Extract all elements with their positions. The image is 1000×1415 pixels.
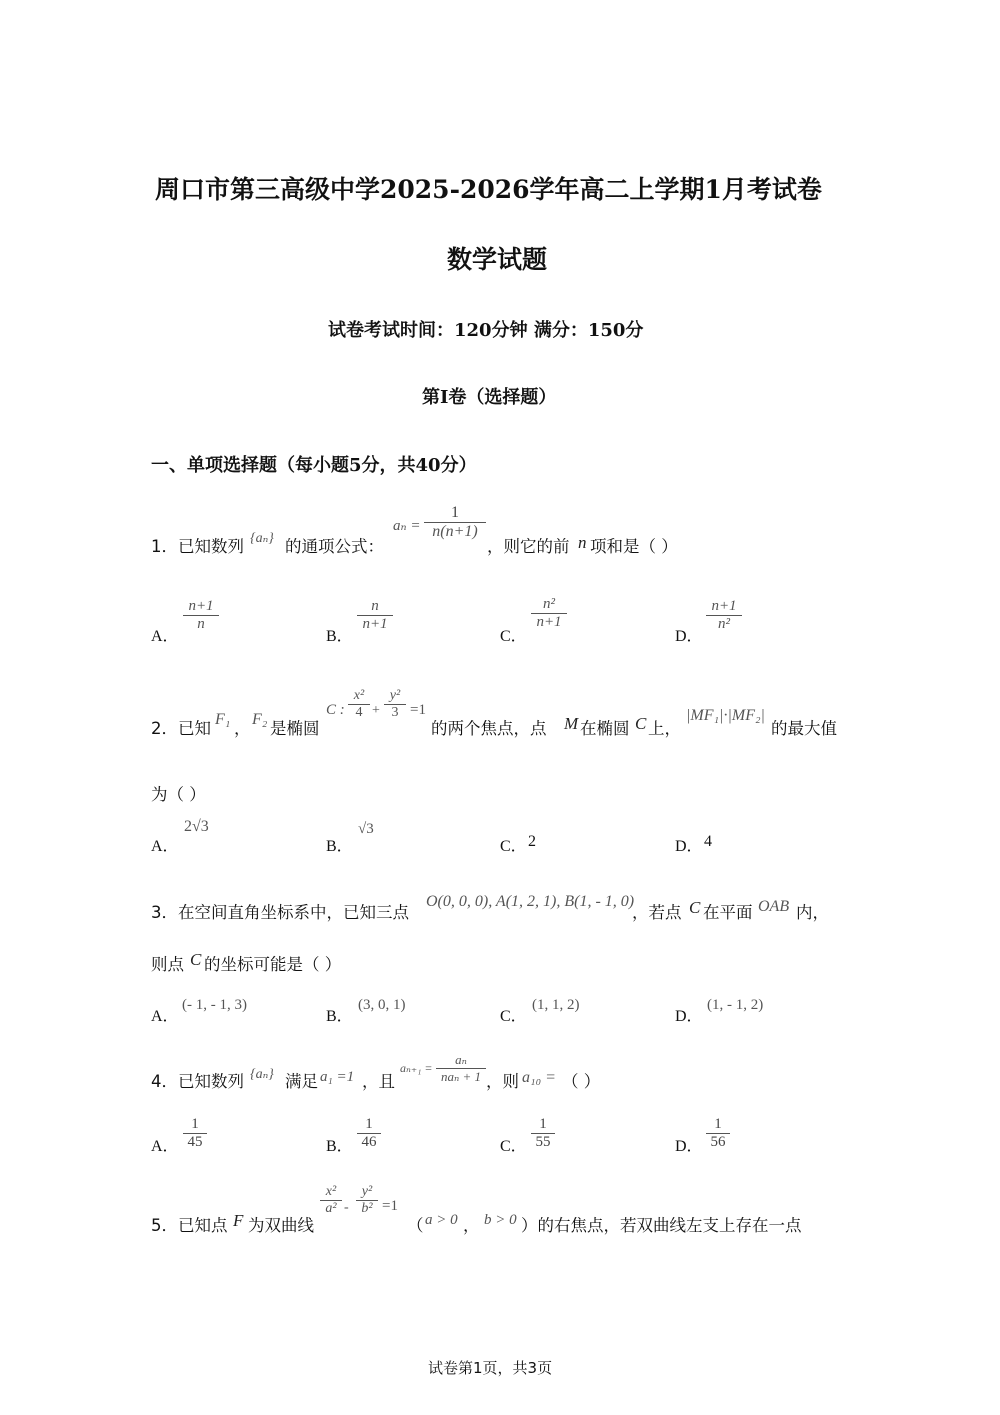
q3-option-d-label[interactable]: D．: [675, 1008, 703, 1025]
q5-F: F: [233, 1211, 244, 1230]
q3-points: O(0, 0, 0), A(1, 2, 1), B(1, - 1, 0): [426, 893, 635, 910]
q4-a10: a₁₀ =: [522, 1069, 556, 1086]
q4-option-a-label[interactable]: A．: [151, 1138, 179, 1155]
q2-y-num: y²: [389, 688, 401, 703]
section-heading: 一、单项选择题（每小题5分，共40分）: [151, 455, 477, 476]
q2-y-den: 3: [391, 705, 399, 720]
q1-formula-fraction: [424, 504, 486, 541]
q2-C: C: [635, 714, 647, 733]
q2-mid4: 上，: [648, 719, 681, 738]
q2-option-d-value: 4: [704, 833, 712, 850]
q1-option-a-num: n+1: [188, 598, 214, 614]
q2-mid: 是椭圆: [270, 719, 320, 738]
q3-plane: OAB: [758, 898, 790, 915]
q3-option-a-value: (- 1, - 1, 3): [182, 997, 247, 1013]
exam-info: 试卷考试时间：120分钟 满分：150分: [328, 320, 644, 341]
q4-option-a-num: 1: [191, 1116, 199, 1132]
q4-lhs: aₙ₊₁ =: [400, 1061, 433, 1075]
q5-y-num: y²: [361, 1184, 373, 1199]
q2-x-fraction: [348, 688, 370, 721]
q3-line2-c: C: [190, 950, 202, 969]
q4-mid: 满足: [285, 1072, 318, 1091]
q3-option-c-value: (1, 1, 2): [532, 997, 580, 1013]
q4-num: aₙ: [455, 1052, 467, 1067]
q1-n: n: [578, 533, 587, 552]
q2-option-b-value: √3: [358, 821, 374, 837]
q4-option-b-label[interactable]: B．: [326, 1138, 353, 1155]
q3-mid2: 在平面: [703, 903, 753, 922]
q5-y-fraction: [356, 1184, 378, 1217]
q2-ellipse-c: C :: [326, 702, 345, 718]
q1-option-d-num: n+1: [711, 598, 737, 614]
q4-option-b-den: 46: [361, 1134, 377, 1150]
q5-cond1: a > 0: [425, 1212, 458, 1228]
q1-option-a-label[interactable]: A．: [151, 628, 179, 645]
q1-formula-lhs: aₙ =: [393, 518, 421, 534]
q4-option-c-den: 55: [535, 1134, 551, 1150]
q5-y-den: b²: [361, 1201, 373, 1216]
q1-option-b-fraction: [357, 598, 393, 633]
q2-option-a-label[interactable]: A．: [151, 838, 179, 855]
q5-eq: =1: [382, 1198, 398, 1214]
q2-x-den: 4: [355, 705, 363, 720]
q3-option-a-label[interactable]: A．: [151, 1008, 179, 1025]
q1-option-d-label[interactable]: D．: [675, 628, 703, 645]
q2-M: M: [564, 714, 579, 733]
q3-mid: ，若点: [632, 903, 682, 922]
q5-x-den: a²: [325, 1201, 337, 1216]
q2-mid2: 的两个焦点，点: [431, 719, 547, 738]
q4-a1: a₁ =1: [320, 1069, 355, 1085]
q3-line2-b: 的坐标可能是（ ）: [204, 955, 342, 974]
q5-mid: 为双曲线: [248, 1216, 314, 1235]
q4-seq: {aₙ}: [250, 1067, 274, 1082]
q1-option-c-label[interactable]: C．: [500, 628, 527, 645]
q3-line2-a: 则点: [151, 955, 184, 974]
q4-option-b-num: 1: [365, 1116, 373, 1132]
q3-prefix: 3．在空间直角坐标系中，已知三点: [151, 903, 409, 922]
page-footer: 试卷第1页，共3页: [428, 1359, 553, 1377]
q5-cond2: b > 0: [484, 1212, 517, 1228]
q2-option-c-value: 2: [528, 833, 536, 850]
q3-C: C: [689, 898, 701, 917]
q1-option-c-num: n²: [543, 596, 555, 612]
q1-option-b-num: n: [371, 598, 379, 614]
q1-option-b-den: n+1: [362, 616, 388, 632]
q4-prefix: 4．已知数列: [151, 1072, 244, 1091]
q4-option-c-fraction: [531, 1116, 555, 1151]
q5-minus: -: [344, 1200, 349, 1215]
q4-option-d-fraction: [706, 1116, 730, 1151]
q4-option-c-label[interactable]: C．: [500, 1138, 527, 1155]
q5-prefix: 5．已知点: [151, 1216, 228, 1235]
volume-heading: 第I卷（选择题）: [422, 387, 557, 408]
q5-cond-open: （: [407, 1216, 424, 1235]
q2-f1: F₁: [215, 711, 231, 728]
q3-option-b-value: (3, 0, 1): [358, 997, 406, 1013]
q1-option-b-label[interactable]: B．: [326, 628, 353, 645]
q1-prefix: 1．已知数列: [151, 537, 244, 556]
q2-x-num: x²: [353, 688, 365, 703]
q2-option-a-value: 2√3: [184, 818, 209, 835]
q4-option-b-fraction: [357, 1116, 381, 1151]
q2-y-fraction: [384, 688, 406, 721]
q1-option-a-fraction: [183, 598, 219, 633]
q5-cond-sep: ，: [463, 1216, 480, 1235]
q2-option-d-label[interactable]: D．: [675, 838, 703, 855]
q4-option-a-den: 45: [187, 1134, 203, 1150]
q2-mid3: 在椭圆: [580, 719, 630, 738]
q2-option-c-label[interactable]: C．: [500, 838, 527, 855]
exam-title: 周口市第三高级中学2025-2026学年高二上学期1月考试卷: [155, 175, 822, 204]
q4-mid2: ，且: [362, 1072, 395, 1091]
q3-suffix: 内，: [796, 903, 829, 922]
q2-expr: |MF₁|·|MF₂|: [686, 707, 765, 724]
q2-option-b-label[interactable]: B．: [326, 838, 353, 855]
q1-option-c-den: n+1: [536, 614, 562, 630]
subject-title: 数学试题: [447, 245, 548, 274]
q4-fraction: [436, 1052, 486, 1085]
q1-option-d-fraction: [706, 598, 742, 633]
q4-option-a-fraction: [183, 1116, 207, 1151]
q5-x-num: x²: [325, 1184, 337, 1199]
q5-x-fraction: [320, 1184, 342, 1217]
q4-suffix: （ ）: [562, 1072, 601, 1091]
q5-suffix: ）的右焦点，若双曲线左支上存在一点: [521, 1216, 802, 1235]
q1-option-a-den: n: [197, 616, 205, 632]
q4-den: naₙ + 1: [440, 1069, 482, 1084]
q4-option-d-label[interactable]: D．: [675, 1138, 703, 1155]
q2-eq: =1: [410, 702, 426, 718]
q2-plus: +: [372, 703, 380, 718]
q1-formula-num: 1: [451, 504, 459, 521]
q4-mid3: ，则: [486, 1072, 519, 1091]
q2-line2: 为（ ）: [151, 785, 206, 804]
q3-option-b-label[interactable]: B．: [326, 1008, 353, 1025]
q1-suffix2: 项和是（ ）: [590, 537, 678, 556]
q3-option-d-value: (1, - 1, 2): [707, 997, 764, 1013]
q3-option-c-label[interactable]: C．: [500, 1008, 527, 1025]
q1-formula-den: n(n+1): [432, 523, 478, 540]
q2-comma: ，: [234, 719, 251, 738]
q1-seq: {aₙ}: [250, 531, 274, 546]
q2-prefix: 2．已知: [151, 719, 211, 738]
q4-option-d-num: 1: [714, 1116, 722, 1132]
q4-option-d-den: 56: [710, 1134, 726, 1150]
q1-option-d-den: n²: [718, 616, 730, 632]
q4-option-c-num: 1: [539, 1116, 547, 1132]
q2-f2: F₂: [252, 711, 268, 728]
q1-option-c-fraction: [531, 596, 567, 631]
q1-suffix: ，则它的前: [487, 537, 570, 556]
q1-mid: 的通项公式：: [285, 537, 384, 556]
q2-suffix: 的最大值: [771, 719, 837, 738]
